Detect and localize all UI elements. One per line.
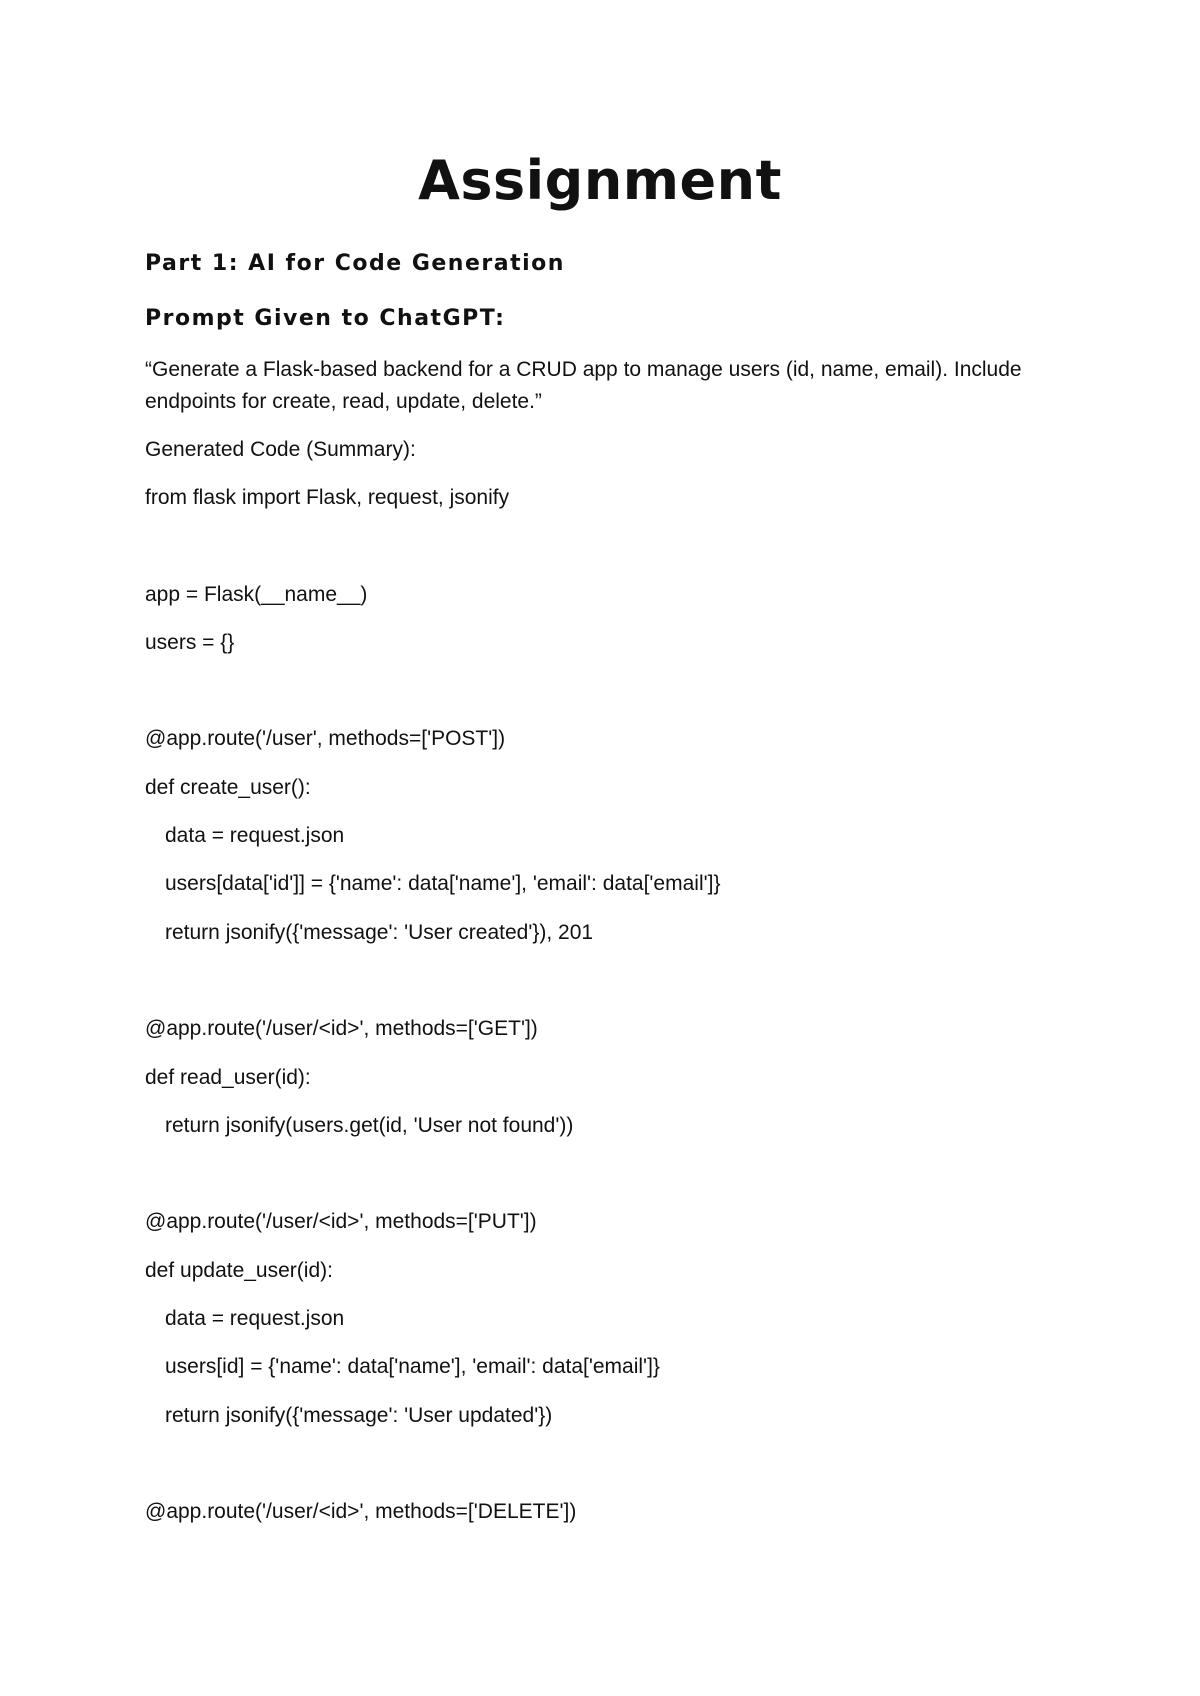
part-heading: Part 1: AI for Code Generation [145,251,565,276]
code-blank-line [145,530,720,578]
code-line: @app.route('/user/<id>', methods=['PUT']) [145,1210,537,1234]
document-title: Assignment [418,149,782,212]
summary-label: Generated Code (Summary): [145,438,416,461]
code-line: def update_user(id): [145,1258,333,1282]
code-line: users[id] = {'name': data['name'], 'email': data['email']} [165,1355,660,1379]
prompt-text: “Generate a Flask-based backend for a CRUD app to manage users (id, name, email). Include endpoints for create, read, update, delete.” [145,358,1022,413]
code-block [145,482,720,1545]
code-line: def create_user(): [145,775,311,799]
code-line: def read_user(id): [145,1065,311,1089]
code-line: return jsonify(users.get(id, 'User not found')) [165,1113,574,1137]
code-line: from flask import Flask, request, jsonify [145,486,510,509]
code-line: @app.route('/user/<id>', methods=['DELETE']) [145,1500,577,1524]
code-line: users = {} [145,630,235,654]
code-line: data = request.json [165,824,345,848]
prompt-heading: Prompt Given to ChatGPT: [145,306,506,331]
code-line: return jsonify({'message': 'User updated'}) [165,1403,553,1427]
code-blank-line [145,675,720,723]
code-line: @app.route('/user/<id>', methods=['GET']) [145,1017,538,1041]
code-line: data = request.json [165,1307,345,1331]
code-line: return jsonify({'message': 'User created'}), 201 [165,920,594,944]
code-blank-line [145,965,720,1013]
code-line: @app.route('/user', methods=['POST']) [145,727,506,751]
code-blank-line [145,1158,720,1206]
code-line: app = Flask(__name__) [145,582,368,606]
code-blank-line [145,1448,720,1496]
code-line: users[data['id']] = {'name': data['name'], 'email': data['email']} [165,872,721,896]
